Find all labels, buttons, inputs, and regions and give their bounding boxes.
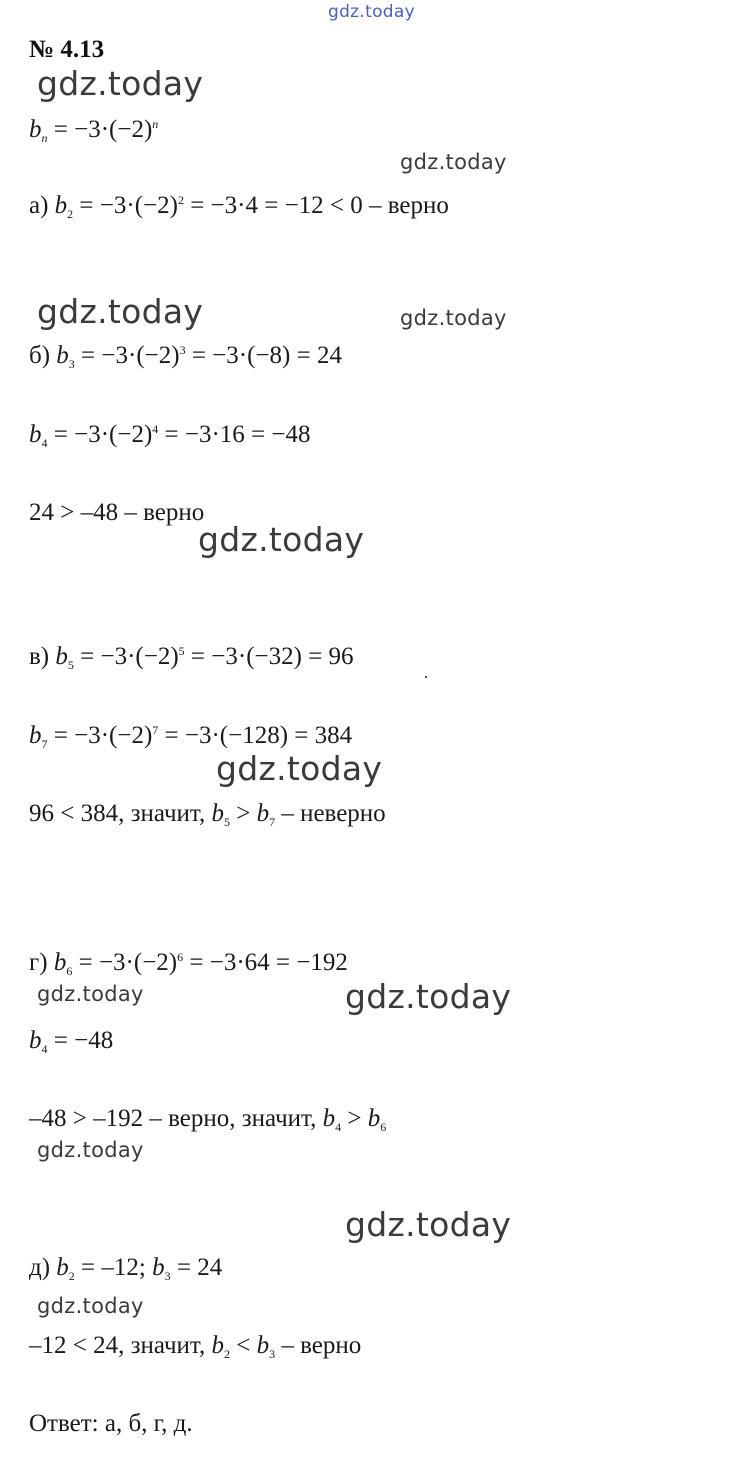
part-b-line: б) $b_3 = -3\cdot(-2)^3 = -3\cdot(-8) = 24$ [29, 342, 342, 371]
part-v-line-2: $b_7 = -3\cdot(-2)^7 = -3\cdot(-128) = 384$ [29, 722, 353, 751]
watermark: gdz.today [345, 977, 512, 1016]
part-g-line-2: $b_4 = -48$ [29, 1027, 114, 1056]
watermark: gdz.today [37, 1294, 144, 1318]
part-b-line-2: $b_4 = -3\cdot(-2)^4 = -3\cdot 16 = -48$ [29, 421, 311, 450]
part-v-conclusion: 96 < 384, значит, $b_5 > b_7$ – неверно [29, 800, 386, 829]
header-watermark: gdz.today [328, 2, 415, 22]
general-formula: $b_n = -3\cdot(-2)^n$ [29, 116, 159, 145]
part-v-line: в) $b_5 = -3\cdot(-2)^5 = -3\cdot(-32) = 96$ [29, 643, 354, 672]
watermark: gdz.today [37, 292, 204, 331]
part-b-conclusion: 24 > –48 – верно [29, 499, 205, 526]
problem-number: № 4.13 [29, 36, 105, 63]
watermark: gdz.today [216, 749, 383, 788]
watermark: gdz.today [400, 150, 507, 174]
part-a-line: а) $b_2 = -3\cdot(-2)^2 = -3\cdot 4 = -12 < 0$ – верно [29, 192, 449, 221]
part-g-conclusion: –48 > –192 – верно, значит, $b_4 > b_6$ [29, 1105, 387, 1134]
watermark: gdz.today [345, 1205, 512, 1244]
watermark: gdz.today [198, 520, 365, 559]
watermark: gdz.today [37, 982, 144, 1006]
part-d-line: д) $b_2 = -12$; $b_3 = 24$ [29, 1254, 223, 1283]
watermark: gdz.today [37, 1138, 144, 1162]
stray-dot [425, 676, 427, 678]
part-d-conclusion: –12 < 24, значит, $b_2 < b_3$ – верно [29, 1332, 362, 1361]
answer: Ответ: а, б, г, д. [29, 1410, 193, 1437]
part-g-line: г) $b_6 = -3\cdot(-2)^6 = -3\cdot 64 = -192$ [29, 949, 348, 978]
watermark: gdz.today [37, 64, 204, 103]
watermark: gdz.today [400, 306, 507, 330]
